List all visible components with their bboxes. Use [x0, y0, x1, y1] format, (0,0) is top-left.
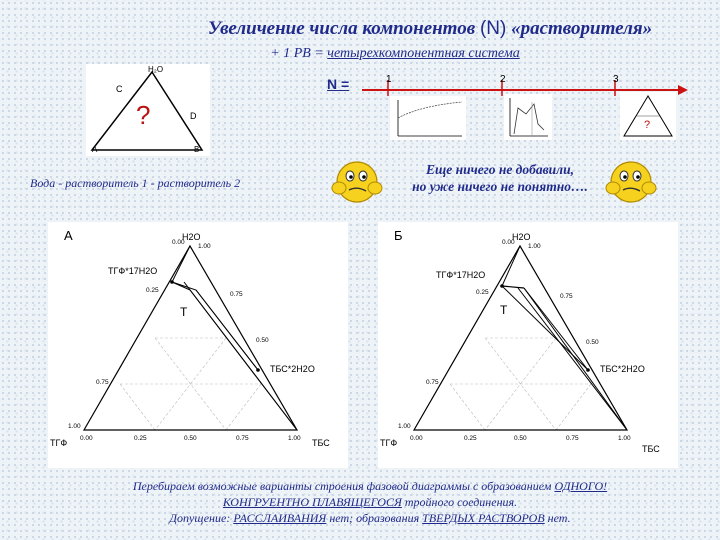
bottom-l3-prefix: Допущение:: [169, 511, 234, 526]
b-bottom-tick-2: 0.50: [514, 435, 527, 442]
panel-label-a: А: [64, 228, 73, 243]
title-n-symbol: (N): [479, 18, 507, 39]
b-bottom-tick-1: 0.25: [464, 435, 477, 442]
a-right-tick-0: 1.00: [198, 243, 211, 250]
a-left-tick-3: 1.00: [68, 423, 81, 430]
bottom-l3-suffix: нет.: [544, 511, 571, 526]
b-tbs-hydrate-label: ТБС*2H2O: [600, 364, 645, 374]
b-bottom-tick-3: 0.75: [566, 435, 579, 442]
mini-question-mark: ?: [644, 119, 651, 131]
small-bottom-right-label: B: [194, 145, 200, 154]
mini-plot-1: [390, 96, 466, 140]
a-tbs-hydrate-label: ТБС*2H2O: [270, 364, 315, 374]
a-bottom-tick-4: 1.00: [288, 435, 301, 442]
confused-smiley-icon: [330, 154, 384, 206]
b-left-tick-2: 0.75: [426, 379, 439, 386]
b-left-corner: ТГФ: [380, 438, 398, 448]
a-left-tick-0: 0.00: [172, 239, 185, 246]
a-top-label: H2O: [182, 232, 201, 242]
small-triangle: [86, 64, 210, 156]
b-bottom-tick-4: 1.00: [618, 435, 631, 442]
bottom-l1-prefix: Перебираем возможные варианты строения фазовой диаграммы с образованием: [132, 479, 555, 493]
b-right-tick-0: 1.00: [528, 243, 541, 250]
a-right-corner: ТБС: [312, 438, 330, 448]
scale-tick-3: 3: [613, 74, 619, 85]
n-scale-label: N =: [327, 76, 350, 92]
a-bottom-tick-0: 0.00: [80, 435, 93, 442]
b-top-label: H2O: [512, 232, 531, 242]
scale-tick-1: 1: [386, 74, 392, 85]
a-left-tick-1: 0.25: [146, 287, 159, 294]
a-left-tick-2: 0.75: [96, 379, 109, 386]
subtitle-rest: четырехкомпонентная система: [327, 46, 520, 61]
scale-tick-2: 2: [500, 74, 506, 85]
b-hydrate-label: ТГФ*17H2O: [436, 270, 486, 280]
a-marker: T: [180, 305, 188, 319]
bottom-l3-underlined-1: РАССЛАИВАНИЯ: [233, 511, 327, 526]
bottom-l1-underlined: ОДНОГО!: [554, 479, 608, 493]
a-right-tick-2: 0.50: [256, 337, 269, 344]
small-top-label: H₂O: [148, 65, 164, 74]
small-question-mark: ?: [136, 100, 151, 130]
small-left-side-label: C: [116, 84, 123, 94]
quote: [385, 162, 615, 196]
a-bottom-tick-1: 0.25: [134, 435, 147, 442]
bottom-line-3: [80, 510, 660, 526]
mini-plot-2: [504, 94, 552, 140]
quote-line-1: Еще ничего не добавили,: [426, 162, 574, 177]
bottom-text: [80, 478, 660, 527]
bottom-line-1: [80, 478, 660, 494]
title-prefix: Увеличение числа компонентов: [207, 18, 476, 39]
bottom-l3-mid: нет; образования: [326, 511, 423, 526]
bottom-l2-underlined: КОНГРУЕНТНО ПЛАВЯЩЕГОСЯ: [222, 495, 402, 510]
subtitle-prefix: + 1 РВ =: [270, 46, 324, 61]
title-suffix: «растворителя»: [511, 18, 653, 39]
bottom-l3-underlined-2: ТВЕРДЫХ РАСТВОРОВ: [422, 511, 545, 526]
b-right-tick-1: 0.75: [560, 293, 573, 300]
left-caption: Вода - растворитель 1 - растворитель 2: [30, 176, 241, 190]
small-right-side-label: D: [190, 111, 197, 121]
b-bottom-tick-0: 0.00: [410, 435, 423, 442]
a-right-tick-1: 0.75: [230, 291, 243, 298]
b-right-tick-2: 0.50: [586, 339, 599, 346]
mini-triangle-3: [620, 92, 676, 140]
b-left-tick-0: 0.00: [502, 239, 515, 246]
bottom-l2-suffix: тройного соединения.: [401, 495, 518, 510]
a-bottom-tick-2: 0.50: [184, 435, 197, 442]
subtitle: [0, 46, 720, 62]
ternary-diagram-b: [378, 222, 678, 468]
page-title: [0, 18, 720, 40]
a-bottom-tick-3: 0.75: [236, 435, 249, 442]
a-hydrate-label: ТГФ*17H2O: [108, 266, 158, 276]
a-left-corner: ТГФ: [50, 438, 68, 448]
quote-line-2: но уже ничего не понятно….: [412, 178, 588, 194]
small-bottom-left-label: A: [92, 145, 98, 154]
b-right-corner: ТБС: [642, 444, 660, 454]
bottom-line-2: [80, 494, 660, 510]
panel-label-b: Б: [394, 228, 403, 243]
ternary-diagram-a: [48, 222, 348, 468]
b-marker: T: [500, 303, 508, 317]
b-left-tick-3: 1.00: [398, 423, 411, 430]
b-left-tick-1: 0.25: [476, 289, 489, 296]
